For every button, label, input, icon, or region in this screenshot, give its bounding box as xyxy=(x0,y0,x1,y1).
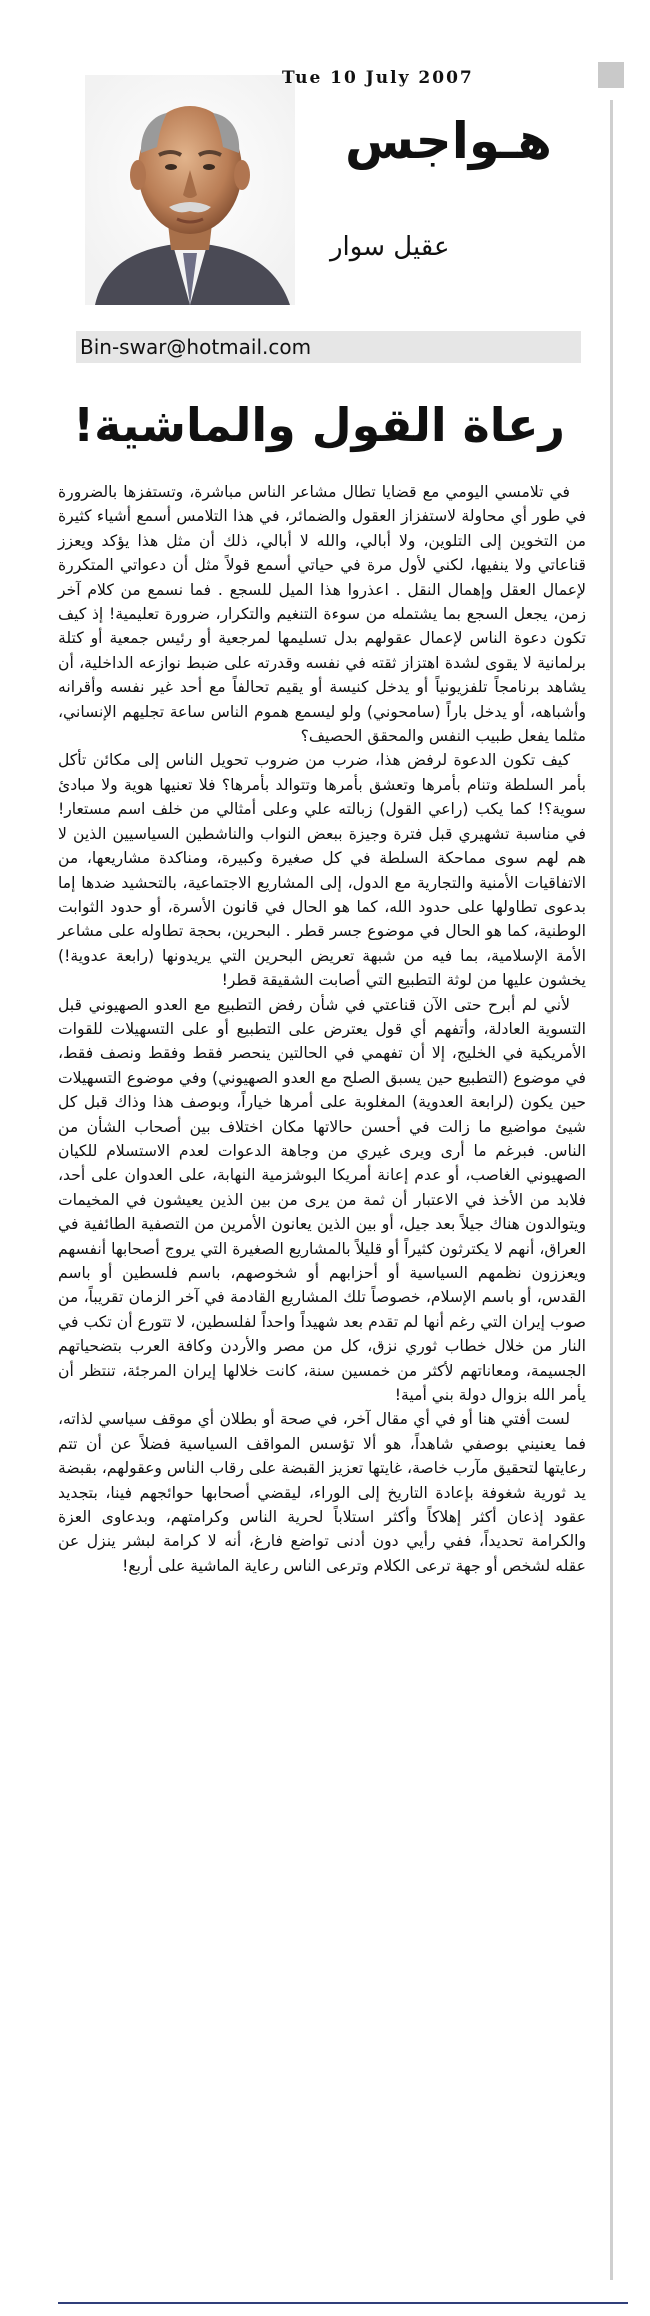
scrollbar-thumb[interactable] xyxy=(598,62,624,88)
article-paragraph: كيف تكون الدعوة لرفض هذا، ضرب من ضروب تحويل الناس إلى مكائن تأكل بأمر السلطة وتنام بأمرها وتعشق بأمرها وتتوالد بأمرها؟ فلا تعنيها هوية ولا مبادئ سوية؟! كما يكب (راعي القول) زبالته علي وعلى أمثالي من خلف اسم مستعار! في مناسبة تشهيري قبل فترة وجيزة ببعض النواب والناشطين السياسيين الذين لا هم لهم سوى مماحكة السلطة في كل صغيرة وكبيرة، ومناكدة مشاريعها، من الاتفاقيات الأمنية والتجارية مع الدول، إلى المشاريع الاجتماعية، بالتحشيد ضدها إما بدعوى تطاولها على حدود الله، كما هو الحال في قانون الأسرة، أو حدود الثوابت الوطنية، كما هو الحال في موضوع جسر قطر . البحرين، بحجة تطاوله على مشاعر الأمة الإسلامية، بما فيه من شبهة تعريض البحرين التي يريدونها (رابعة عدوية!) يخشون عليها من لوثة التطبيع التي أصابت الشقيقة قطر! xyxy=(58,751,586,990)
article-paragraph: لست أفتي هنا أو في أي مقال آخر، في صحة أو بطلان أي موقف سياسي لذاته، فما يعنيني بوصفي شاهداً، هو ألا تؤسس المواقف السياسية فضلاً عن أن تتم رعايتها لتحقيق مآرب خاصة، غايتها تعزيز القبضة على رقاب الناس وعقولهم، بقبضة يد ثورية شغوفة بإعادة التاريخ إلى الوراء، ليقضي أصحابها حوائجهم فينا، بتجديد عقود إذعان أكثر إهلاكاً وأكثر استلاباً لحرية الناس وكرامتهم، وبدعاوى العزة والكرامة تحديداً، ففي رأيي دون أدنى تواضع فارغ، أنه لا كرامة لبشر ينزل عن عقله لشخص أو جهة ترعى الكلام وترعى الناس رعاية الماشية على أربع! xyxy=(58,1410,586,1575)
article-paragraph: لأني لم أبرح حتى الآن قناعتي في شأن رفض التطبيع مع العدو الصهيوني قبل التسوية العادلة، وأتفهم أي قول يعترض على التطبيع أو على التسهيلات للقوات الأمريكية في الخليج، إلا أن تفهمي في الحالتين ينحصر فقط وفقط ونصف فقط، في موضوع (التطبيع حين يسبق الصلح مع العدو الصهيوني) وفي موضوع التسهيلات حين يكون (لرابعة العدوية) المغلوبة على أمرها خياراً، وبوصف هذا وذاك قبل كل شيئ مواضيع ما زالت في أحسن حالاتها مكان اختلاف بين أصحاب الشأن من الناس. فبرغم ما أرى ويرى غيري من وجاهة الدعوات لعدم الاستسلام للكيان الصهيوني الغاصب، أو عدم إعانة أمريكا البوشزمية النهابة، على العدوان على أحد، فلابد من الأخذ في الاعتبار أن ثمة من يرى من بين الذين يعيشون في المخيمات ويتوالدون هناك جيلاً بعد جيل، أو بين الذين يعانون الأمرين من التصفية الطائفية في العراق، أنهم لا يكترثون كثيراً أو قليلاً بالمشاريع الصغيرة التي يروج أصحابها أنفسهم ويعززون نظمهم السياسية أو أحزابهم أو شخوصهم، باسم فلسطين أو باسم القدس، أو باسم الإسلام، خصوصاً تلك المشاريع القادمة في آخر الزمان تقريباً، من صوب إيران التي رغم أنها لم تقدم بعد شهيداً واحداً لفلسطين، لا تتورع أن تكب في النار من خلال خطاب ثوري نزق، كل من مصر والأردن وكافة العرب بتضحياتهم الجسيمة، ومعاناتهم لأكثر من خمسين سنة، كانت خلالها إيران المرجئة، تنتظر أن يأمر الله بزوال دولة بني أمية! xyxy=(58,995,586,1405)
article-paragraph: في تلامسي اليومي مع قضايا تطال مشاعر الناس مباشرة، وتستفزها بالضرورة في طور أي محاولة لاستفزاز العقول والضمائر، في هذا التلامس أسمع أشياء كثيرة من التخوين إلى التلوين، ولا أبالي، والله لا أبالي، ذلك أن مثل هذا يؤكد ويعزز قناعاتي ولا ينفيها، لكني لأول مرة في حياتي أسمع قولاً مثل أن دعواتي المتكررة لإعمال العقل وإهمال النقل . اعذروا هذا الميل للسجع . فما نسمع من كلام آخر زمن، يجعل السجع بما يشتمله من سوءة التنغيم والتكرار، ضرورة تعليمية! إذ كيف تكون دعوة الناس لإعمال عقولهم بدل تسليمها لمرجعية أو رئيس جمعية أو كتلة برلمانية لا يقوى لشدة اهتزاز ثقته في نفسه وقدرته على ضبط نوازعه الداخلية، أن يشاهد برنامجاً تلفزيونياً أو يدخل كنيسة أو يقيم تحالفاً مع أحد غير نفسه وأقرانه وأشباهه، أو يدخل باراً (سامحوني) ولو ليسمع هموم الناس ساعة تجليهم الإنساني، مثلما يفعل طبيب النفس والمحقق الحصيف؟ xyxy=(58,483,586,746)
author-email[interactable]: Bin-swar@hotmail.com xyxy=(80,335,312,359)
scrollbar-track[interactable] xyxy=(610,100,613,2280)
publication-date: Tue 10 July 2007 xyxy=(282,68,474,88)
author-name: عقيل سوار xyxy=(330,232,450,262)
article-body xyxy=(58,480,586,1578)
author-photo xyxy=(85,75,295,305)
article-headline: رعاة القول والماشية! xyxy=(73,398,565,452)
footer-divider xyxy=(58,2302,628,2304)
column-title: هـواجس xyxy=(345,112,552,170)
author-email-bar xyxy=(76,331,581,363)
